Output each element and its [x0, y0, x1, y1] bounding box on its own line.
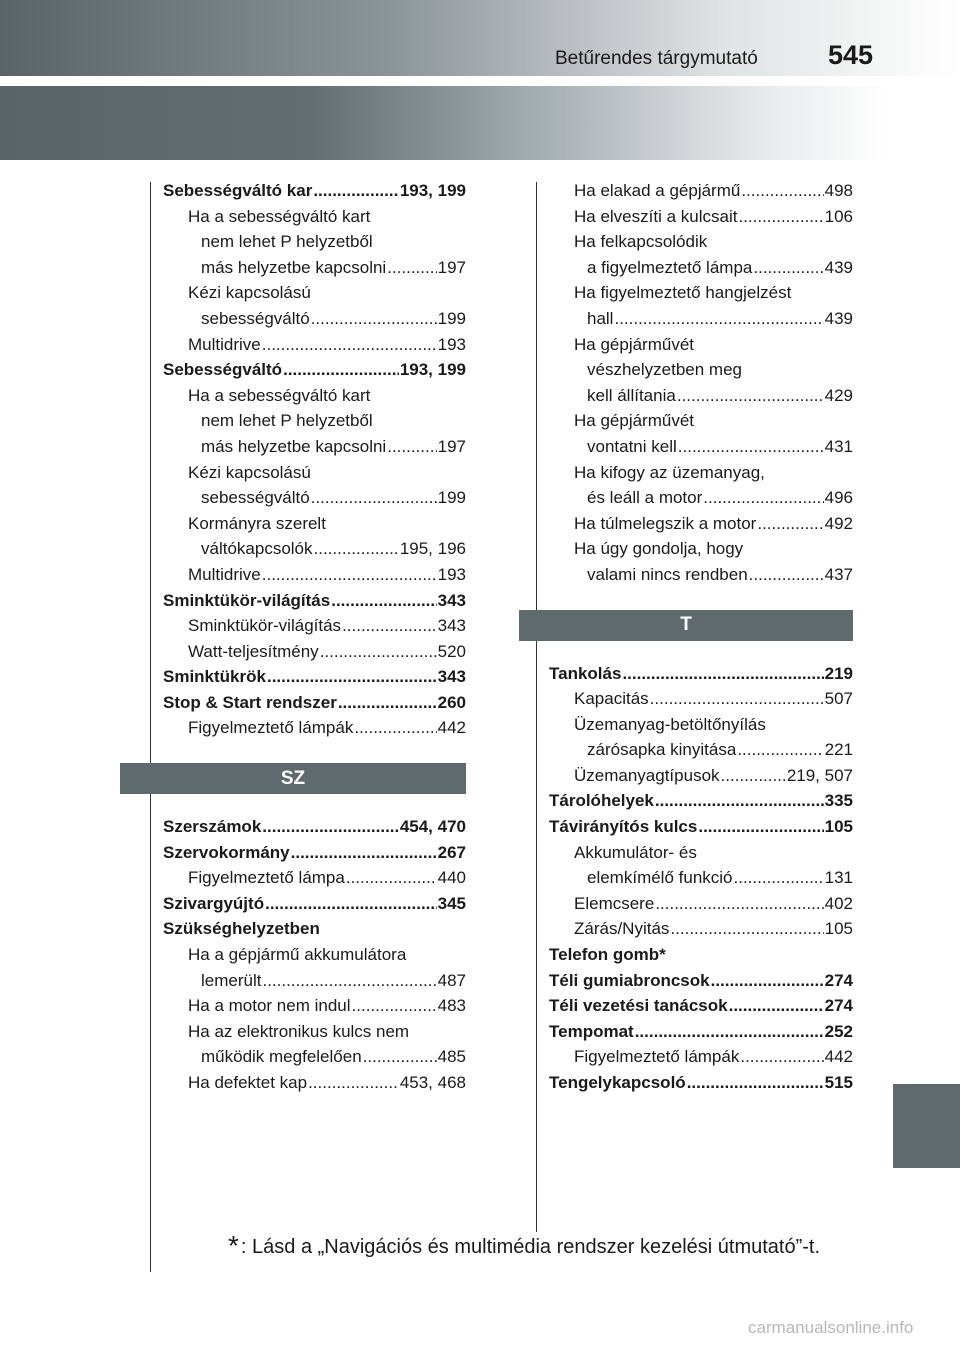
- dot-leader: [721, 763, 786, 789]
- index-entry: [163, 1070, 466, 1096]
- index-entry: [163, 690, 466, 716]
- index-entry: [549, 686, 853, 712]
- entry-term: Tankolás: [549, 663, 622, 683]
- entry-term: Sebességváltó: [163, 360, 283, 380]
- entry-term: és leáll a motor: [587, 488, 703, 508]
- dot-leader: [677, 383, 824, 409]
- entry-page-ref: 437: [824, 564, 853, 584]
- entry-term: Szükséghelyzetben: [163, 919, 320, 939]
- index-entry: [549, 1044, 853, 1070]
- entry-page-ref: 219, 507: [786, 765, 853, 785]
- dot-leader: [757, 511, 823, 537]
- entry-term: Ha elveszíti a kulcsait: [574, 206, 738, 226]
- index-entry: [163, 865, 466, 891]
- entry-term: Ha az elektronikus kulcs nem: [188, 1021, 410, 1041]
- entry-page-ref: 440: [437, 868, 466, 888]
- entry-term: Akkumulátor- és: [574, 842, 697, 862]
- entry-page-ref: 520: [437, 641, 466, 661]
- dot-leader: [734, 865, 824, 891]
- entry-page-ref: 487: [437, 970, 466, 990]
- index-entry: [549, 229, 853, 255]
- index-entry: [549, 993, 853, 1019]
- entry-page-ref: 454, 470: [399, 817, 466, 837]
- section-header-t: T: [519, 610, 853, 641]
- dot-leader: [387, 434, 436, 460]
- dot-leader: [342, 613, 437, 639]
- index-entry: [163, 814, 466, 840]
- entry-term: nem lehet P helyzetből: [201, 232, 373, 252]
- entry-term: Ha a sebességváltó kart: [188, 385, 371, 405]
- index-entry: [163, 357, 466, 383]
- entry-list: [549, 661, 853, 1096]
- index-entry: [163, 1019, 466, 1045]
- entry-term: sebességváltó: [201, 488, 310, 508]
- entry-page-ref: 219: [824, 663, 853, 683]
- dot-leader: [655, 891, 823, 917]
- entry-term: Watt-teljesítmény: [188, 641, 319, 661]
- dot-leader: [262, 968, 436, 994]
- entry-term: kell állítania: [587, 385, 676, 405]
- dot-leader: [670, 916, 823, 942]
- index-entry: [549, 408, 853, 434]
- entry-term: Sminktükrök: [163, 667, 266, 687]
- dot-leader: [711, 968, 824, 994]
- index-entry: [163, 408, 466, 434]
- dot-leader: [655, 788, 824, 814]
- entry-list: [549, 178, 853, 588]
- entry-term: Szivargyújtó: [163, 893, 265, 913]
- dot-leader: [738, 204, 823, 230]
- dot-leader: [346, 865, 437, 891]
- index-entry: [549, 916, 853, 942]
- index-entry: [549, 968, 853, 994]
- section-header-sz: SZ: [120, 763, 466, 794]
- entry-page-ref: 442: [437, 718, 466, 738]
- index-entry: [163, 204, 466, 230]
- entry-term: Szervokormány: [163, 842, 290, 862]
- dot-leader: [338, 690, 437, 716]
- index-entry: [549, 383, 853, 409]
- dot-leader: [753, 255, 823, 281]
- index-entry: [163, 664, 466, 690]
- entry-page-ref: 131: [824, 868, 853, 888]
- watermark: carmanualsonline.info: [748, 1318, 914, 1337]
- entry-page-ref: 195, 196: [399, 539, 466, 559]
- entry-term: vészhelyzetben meg: [587, 360, 742, 380]
- entry-page-ref: 193, 199: [399, 181, 466, 200]
- dot-leader: [331, 588, 436, 614]
- entry-page-ref: 515: [824, 1073, 853, 1092]
- dot-leader: [749, 562, 824, 588]
- dot-leader: [308, 1070, 399, 1096]
- entry-page-ref: 221: [824, 740, 853, 760]
- entry-term: Ha defektet kap: [188, 1073, 308, 1092]
- entry-page-ref: 252: [824, 1021, 853, 1041]
- entry-page-ref: 193: [437, 564, 466, 584]
- entry-page-ref: 335: [824, 791, 853, 811]
- index-entry: [549, 737, 853, 763]
- index-entry: [549, 562, 853, 588]
- entry-term: elemkímélő funkció: [587, 868, 733, 888]
- entry-term: Távirányítós kulcs: [549, 817, 698, 837]
- entry-term: Ha a sebességváltó kart: [188, 206, 371, 226]
- entry-term: Üzemanyagtípusok: [574, 765, 720, 785]
- dot-leader: [354, 715, 436, 741]
- index-entry: [163, 639, 466, 665]
- entry-page-ref: 345: [437, 893, 466, 913]
- index-entry: [163, 562, 466, 588]
- entry-term: Figyelmeztető lámpák: [188, 718, 354, 738]
- chapter-tab: [893, 1084, 960, 1168]
- entry-term: Tárolóhelyek: [549, 791, 654, 811]
- entry-term: Ha a motor nem indul: [188, 996, 351, 1016]
- entry-term: Tempomat: [549, 1021, 634, 1041]
- entry-list: [163, 814, 466, 1096]
- index-entry: [549, 204, 853, 230]
- entry-term: Kézi kapcsolású: [188, 283, 311, 303]
- entry-term: lemerült: [201, 970, 262, 990]
- entry-term: Kézi kapcsolású: [188, 462, 311, 482]
- entry-term: más helyzetbe kapcsolni: [201, 257, 387, 277]
- entry-page-ref: 343: [437, 667, 466, 687]
- entry-page-ref: 274: [824, 996, 853, 1016]
- entry-page-ref: 429: [824, 385, 853, 405]
- index-entry: [163, 178, 466, 204]
- entry-page-ref: 105: [824, 817, 853, 837]
- index-entry: [549, 661, 853, 687]
- entry-page-ref: 483: [437, 996, 466, 1016]
- index-entry: [549, 763, 853, 789]
- header-bar: [0, 0, 960, 76]
- dot-leader: [740, 1044, 823, 1070]
- entry-term: hall: [587, 308, 614, 328]
- entry-term: váltókapcsolók: [201, 539, 313, 559]
- dot-leader: [314, 536, 399, 562]
- index-entry: [549, 1019, 853, 1045]
- entry-term: Multidrive: [188, 564, 261, 584]
- index-entry: [549, 460, 853, 486]
- dot-leader: [635, 1019, 824, 1045]
- entry-page-ref: 431: [824, 436, 853, 456]
- dot-leader: [313, 178, 399, 204]
- index-entry: [549, 865, 853, 891]
- index-entry: [163, 332, 466, 358]
- index-entry: [549, 840, 853, 866]
- dot-leader: [262, 332, 437, 358]
- index-entry: [549, 536, 853, 562]
- entry-term: Stop & Start rendszer: [163, 692, 337, 712]
- index-entry: [163, 536, 466, 562]
- index-entry: [163, 993, 466, 1019]
- entry-term: Ha kifogy az üzemanyag,: [574, 462, 765, 482]
- entry-term: Ha felkapcsolódik: [574, 232, 708, 252]
- index-entry: [549, 1070, 853, 1096]
- entry-page-ref: 442: [824, 1047, 853, 1067]
- entry-page-ref: 492: [824, 513, 853, 533]
- entry-page-ref: 507: [824, 689, 853, 709]
- dot-leader: [729, 993, 824, 1019]
- entry-page-ref: 439: [824, 308, 853, 328]
- dot-leader: [311, 306, 437, 332]
- entry-page-ref: 197: [437, 436, 466, 456]
- index-entry: [549, 357, 853, 383]
- dot-leader: [363, 1044, 437, 1070]
- entry-page-ref: 193, 199: [399, 360, 466, 380]
- dot-leader: [622, 661, 823, 687]
- entry-term: Ha elakad a gépjármű: [574, 181, 741, 200]
- index-entry: [549, 280, 853, 306]
- entry-term: Sminktükör-világítás: [163, 590, 331, 610]
- entry-term: Ha gépjárművét: [574, 334, 695, 354]
- entry-page-ref: 343: [437, 590, 466, 610]
- entry-term: Telefon gomb*: [549, 945, 666, 965]
- entry-page-ref: 199: [437, 488, 466, 508]
- entry-page-ref: 267: [437, 842, 466, 862]
- index-entry: [163, 891, 466, 917]
- dot-leader: [291, 840, 437, 866]
- entry-page-ref: 274: [824, 970, 853, 990]
- entry-term: sebességváltó: [201, 308, 310, 328]
- entry-term: a figyelmeztető lámpa: [587, 257, 753, 277]
- entry-term: Téli vezetési tanácsok: [549, 996, 728, 1016]
- entry-term: más helyzetbe kapcsolni: [201, 436, 387, 456]
- entry-page-ref: 260: [437, 692, 466, 712]
- entry-page-ref: 343: [437, 616, 466, 636]
- entry-page-ref: 439: [824, 257, 853, 277]
- index-entry: [163, 434, 466, 460]
- dot-leader: [687, 1070, 824, 1096]
- entry-term: Sebességváltó kar: [163, 181, 313, 200]
- index-entry: [163, 916, 466, 942]
- index-entry: [163, 511, 466, 537]
- index-entry: [549, 306, 853, 332]
- index-entry: [163, 255, 466, 281]
- entry-term: Figyelmeztető lámpa: [188, 868, 345, 888]
- dot-leader: [352, 993, 437, 1019]
- entry-term: Zárás/Nyitás: [574, 919, 670, 939]
- entry-page-ref: 496: [824, 488, 853, 508]
- dot-leader: [741, 178, 823, 204]
- dot-leader: [387, 255, 436, 281]
- dot-leader: [678, 434, 824, 460]
- index-entry: [549, 332, 853, 358]
- dot-leader: [262, 562, 437, 588]
- entry-term: Ha a gépjármű akkumulátora: [188, 945, 407, 965]
- entry-term: Multidrive: [188, 334, 261, 354]
- index-entry: [163, 942, 466, 968]
- index-entry: [549, 434, 853, 460]
- entry-term: Kormányra szerelt: [188, 513, 326, 533]
- entry-page-ref: 485: [437, 1047, 466, 1067]
- index-entry: [163, 280, 466, 306]
- footnote-text: : Lásd a „Navigációs és multimédia rendszer kezelési útmutató”-t.: [240, 1236, 821, 1258]
- entry-term: valami nincs rendben: [587, 564, 748, 584]
- index-entry: [549, 814, 853, 840]
- dot-leader: [650, 686, 824, 712]
- index-entry: [163, 588, 466, 614]
- entry-term: vontatni kell: [587, 436, 677, 456]
- index-entry: [549, 788, 853, 814]
- entry-list: [163, 178, 466, 741]
- entry-term: Sminktükör-világítás: [188, 616, 342, 636]
- page-number: 545: [828, 40, 874, 70]
- column-divider-left: [150, 182, 151, 1272]
- index-entry: [163, 229, 466, 255]
- entry-term: nem lehet P helyzetből: [201, 411, 373, 431]
- entry-term: Ha figyelmeztető hangjelzést: [574, 283, 792, 303]
- dot-leader: [698, 814, 823, 840]
- index-entry: [549, 485, 853, 511]
- index-entry: [163, 1044, 466, 1070]
- entry-page-ref: 498: [824, 181, 853, 200]
- index-entry: [549, 712, 853, 738]
- entry-term: Téli gumiabroncsok: [549, 970, 710, 990]
- dot-leader: [703, 485, 823, 511]
- index-entry: [163, 840, 466, 866]
- index-entry: [549, 942, 853, 968]
- index-column-left: [163, 178, 466, 1096]
- entry-term: zárósapka kinyitása: [587, 740, 737, 760]
- footnote: [228, 1230, 820, 1262]
- entry-term: Szerszámok: [163, 817, 262, 837]
- dot-leader: [262, 814, 399, 840]
- entry-page-ref: 199: [437, 308, 466, 328]
- entry-term: Ha gépjárművét: [574, 411, 695, 431]
- footnote-marker: *: [228, 1230, 239, 1261]
- entry-term: Ha túlmelegszik a motor: [574, 513, 757, 533]
- entry-page-ref: 105: [824, 919, 853, 939]
- entry-term: Figyelmeztető lámpák: [574, 1047, 740, 1067]
- index-entry: [163, 485, 466, 511]
- dot-leader: [614, 306, 823, 332]
- index-entry: [163, 306, 466, 332]
- entry-term: Kapacitás: [574, 689, 649, 709]
- entry-page-ref: 106: [824, 206, 853, 226]
- index-entry: [549, 255, 853, 281]
- index-entry: [163, 968, 466, 994]
- entry-term: Tengelykapcsoló: [549, 1073, 686, 1092]
- entry-term: Ha úgy gondolja, hogy: [574, 539, 744, 559]
- entry-page-ref: 453, 468: [399, 1073, 466, 1092]
- decorative-banner: [0, 86, 890, 160]
- dot-leader: [311, 485, 437, 511]
- dot-leader: [265, 891, 437, 917]
- entry-term: Üzemanyag-betöltőnyílás: [574, 714, 766, 734]
- index-entry: [549, 511, 853, 537]
- section-title: Betűrendes tárgymutató: [555, 48, 758, 69]
- index-entry: [549, 891, 853, 917]
- dot-leader: [283, 357, 399, 383]
- entry-term: működik megfelelően: [201, 1047, 362, 1067]
- entry-page-ref: 197: [437, 257, 466, 277]
- index-entry: [163, 715, 466, 741]
- index-entry: [163, 613, 466, 639]
- entry-page-ref: 402: [824, 893, 853, 913]
- index-entry: [163, 383, 466, 409]
- index-entry: [549, 178, 853, 204]
- index-column-right: [549, 178, 853, 1096]
- entry-term: Elemcsere: [574, 893, 655, 913]
- dot-leader: [320, 639, 437, 665]
- dot-leader: [737, 737, 823, 763]
- dot-leader: [267, 664, 437, 690]
- column-divider-middle: [536, 182, 537, 1232]
- entry-page-ref: 193: [437, 334, 466, 354]
- index-entry: [163, 460, 466, 486]
